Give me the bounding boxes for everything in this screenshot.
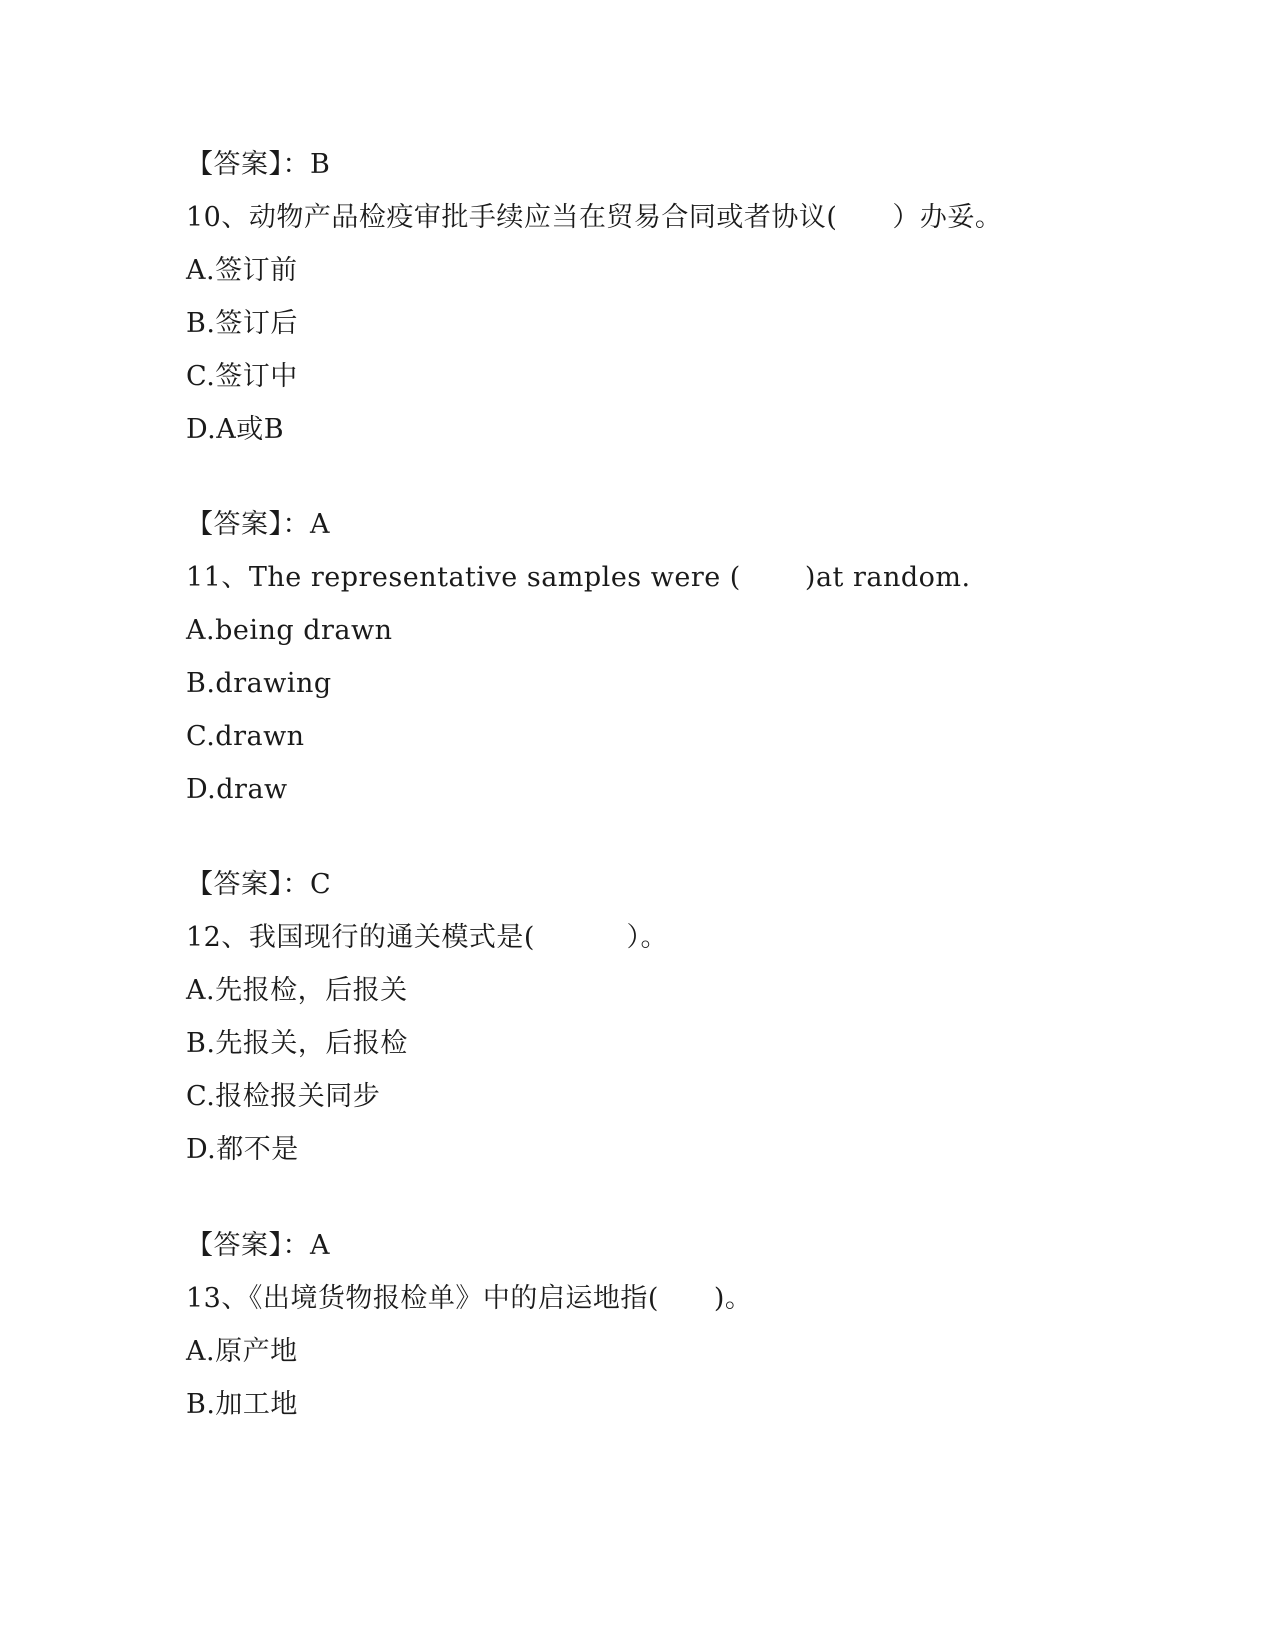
question-11: 11、The representative samples were ( )at random. [186,562,971,593]
answer-q11: 【答案】：C [186,869,332,900]
q11-option-a: A.being drawn [186,615,393,646]
q12-option-d: D.都不是 [186,1134,299,1165]
question-12: 12、我国现行的通关模式是( ）。 [186,922,668,953]
q10-option-c: C.签订中 [186,361,298,392]
q12-option-c: C.报检报关同步 [186,1081,381,1112]
q12-option-b: B.先报关，后报检 [186,1028,408,1059]
q11-option-c: C.drawn [186,721,305,752]
question-10: 10、动物产品检疫审批手续应当在贸易合同或者协议( ）办妥。 [186,202,1003,233]
q10-option-a: A.签订前 [186,255,298,286]
answer-q9: 【答案】：B [186,149,331,180]
q10-option-d: D.A或B [186,414,285,445]
q12-option-a: A.先报检，后报关 [186,975,408,1006]
q11-option-d: D.draw [186,774,288,805]
answer-q12: 【答案】：A [186,1230,330,1261]
question-13: 13、《出境货物报检单》中的启运地指( )。 [186,1283,753,1314]
q11-option-b: B.drawing [186,668,332,699]
answer-q10: 【答案】：A [186,509,330,540]
q13-option-a: A.原产地 [186,1336,298,1367]
q13-option-b: B.加工地 [186,1389,298,1420]
q10-option-b: B.签订后 [186,308,298,339]
